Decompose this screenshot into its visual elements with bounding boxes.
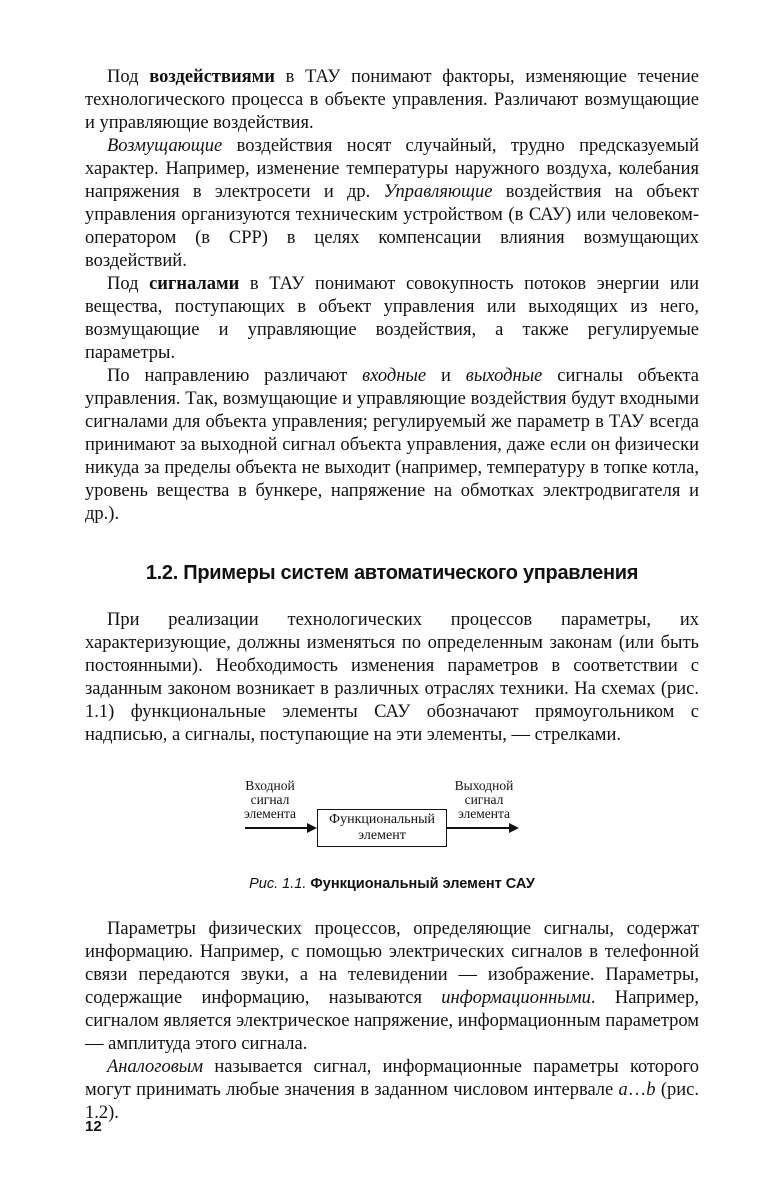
paragraph-text: воздействия носят случайный, трудно предсказуемый характер. Например, изменение температуры наружного воздуха, колебания напряжения в электросети и др. xyxy=(85,136,699,202)
paragraph-text: . Например, сигналом является электрическое напряжение, информационным параметром — амплитуда этого сигнала. xyxy=(85,988,699,1054)
paragraph xyxy=(85,66,699,135)
paragraph xyxy=(85,1056,699,1125)
figure-box: Функциональный элемент xyxy=(317,809,447,847)
paragraph xyxy=(85,135,699,273)
figure-functional-element xyxy=(85,779,699,864)
page-number: 12 xyxy=(85,1118,102,1135)
paragraph-text: … xyxy=(627,1080,647,1100)
paragraph-text: Под xyxy=(107,274,150,294)
top-paragraphs xyxy=(85,66,699,526)
paragraph-text: Параметры физических процессов, определяющие сигналы, содержат информацию. Например, с помощью электрических сигналов в телефонной связи передаются звуки, а на телевидении — изображение. Параметры, содержащие информацию, называются xyxy=(85,919,699,1008)
paragraph-text: При реализации технологических процессов параметры, их характеризующие, должны изменяться по определенным законам (или быть постоянными). Необходимость изменения параметров в соответствии с заданным законом возникает в различных отраслях техники. На схемах (рис. 1.1) функциональные элементы САУ обозначают прямоугольником с надписью, а сигналы, поступающие на эти элементы, — стрелками. xyxy=(85,610,699,745)
paragraph-text: a xyxy=(618,1080,628,1100)
paragraph-text: воздействия на объект управления организуются техническим устройством (в САУ) или человеком-оператором (в СРР) в целях компенсации влияния возмущающих воздействий. xyxy=(85,182,699,271)
paragraph-text: и xyxy=(426,366,466,386)
bottom-paragraphs xyxy=(85,918,699,1125)
paragraph-text: (рис. 1.2). xyxy=(85,1080,699,1123)
figure-caption xyxy=(85,876,699,892)
paragraph-text: в ТАУ понимают совокупность потоков энергии или вещества, поступающих в объект управления или выходящих из него, возмущающие и управляющие воздействия, а также регулируемые параметры. xyxy=(85,274,699,363)
mid-paragraphs xyxy=(85,609,699,747)
page-content xyxy=(85,66,699,1125)
paragraph-text: b xyxy=(646,1080,656,1100)
caption-text: Функциональный элемент САУ xyxy=(310,876,535,892)
paragraph-text: По направлению различают xyxy=(107,366,363,386)
paragraph-text: воздействиями xyxy=(149,67,275,87)
paragraph-text: Управляющие xyxy=(383,182,493,202)
input-arrow-head-icon xyxy=(307,823,317,833)
paragraph-text: в ТАУ понимают факторы, изменяющие течение технологического процесса в объекте управления. Различают возмущающие и управляющие воздействия. xyxy=(85,67,699,133)
paragraph-text: называется сигнал, информационные параметры которого могут принимать любые значения в заданном числовом интервале xyxy=(85,1057,699,1100)
output-arrow-head-icon xyxy=(509,823,519,833)
paragraph-text: сигналы объекта управления. Так, возмущающие и управляющие воздействия будут входными сигналами для объекта управления; регулируемый же параметр в ТАУ всегда принимают за выходной сигнал объекта управления, даже если он физически никуда за пределы объекта не выходит (например, температуру в топке котла, уровень вещества в бункере, напряжение на обмотках электродвигателя и др.). xyxy=(85,366,699,524)
paragraph-text: Аналоговым xyxy=(107,1057,204,1077)
figure-output-label: Выходной сигнал элемента xyxy=(454,778,514,821)
paragraph-text: входные xyxy=(362,366,427,386)
output-arrow-line xyxy=(447,827,511,829)
paragraph-text: сигналами xyxy=(149,274,240,294)
paragraph xyxy=(85,365,699,526)
paragraph xyxy=(85,273,699,365)
paragraph-text: информационными xyxy=(441,988,591,1008)
paragraph xyxy=(85,609,699,747)
paragraph-text: выходные xyxy=(465,366,543,386)
section-heading: 1.2. Примеры систем автоматического управления xyxy=(145,562,639,584)
paragraph-text: Под xyxy=(107,67,150,87)
caption-number: Рис. 1.1. xyxy=(249,876,307,892)
input-arrow-line xyxy=(245,827,309,829)
paragraph-text: Возмущающие xyxy=(107,136,223,156)
paragraph xyxy=(85,918,699,1056)
figure-input-label: Входной сигнал элемента xyxy=(243,778,297,821)
